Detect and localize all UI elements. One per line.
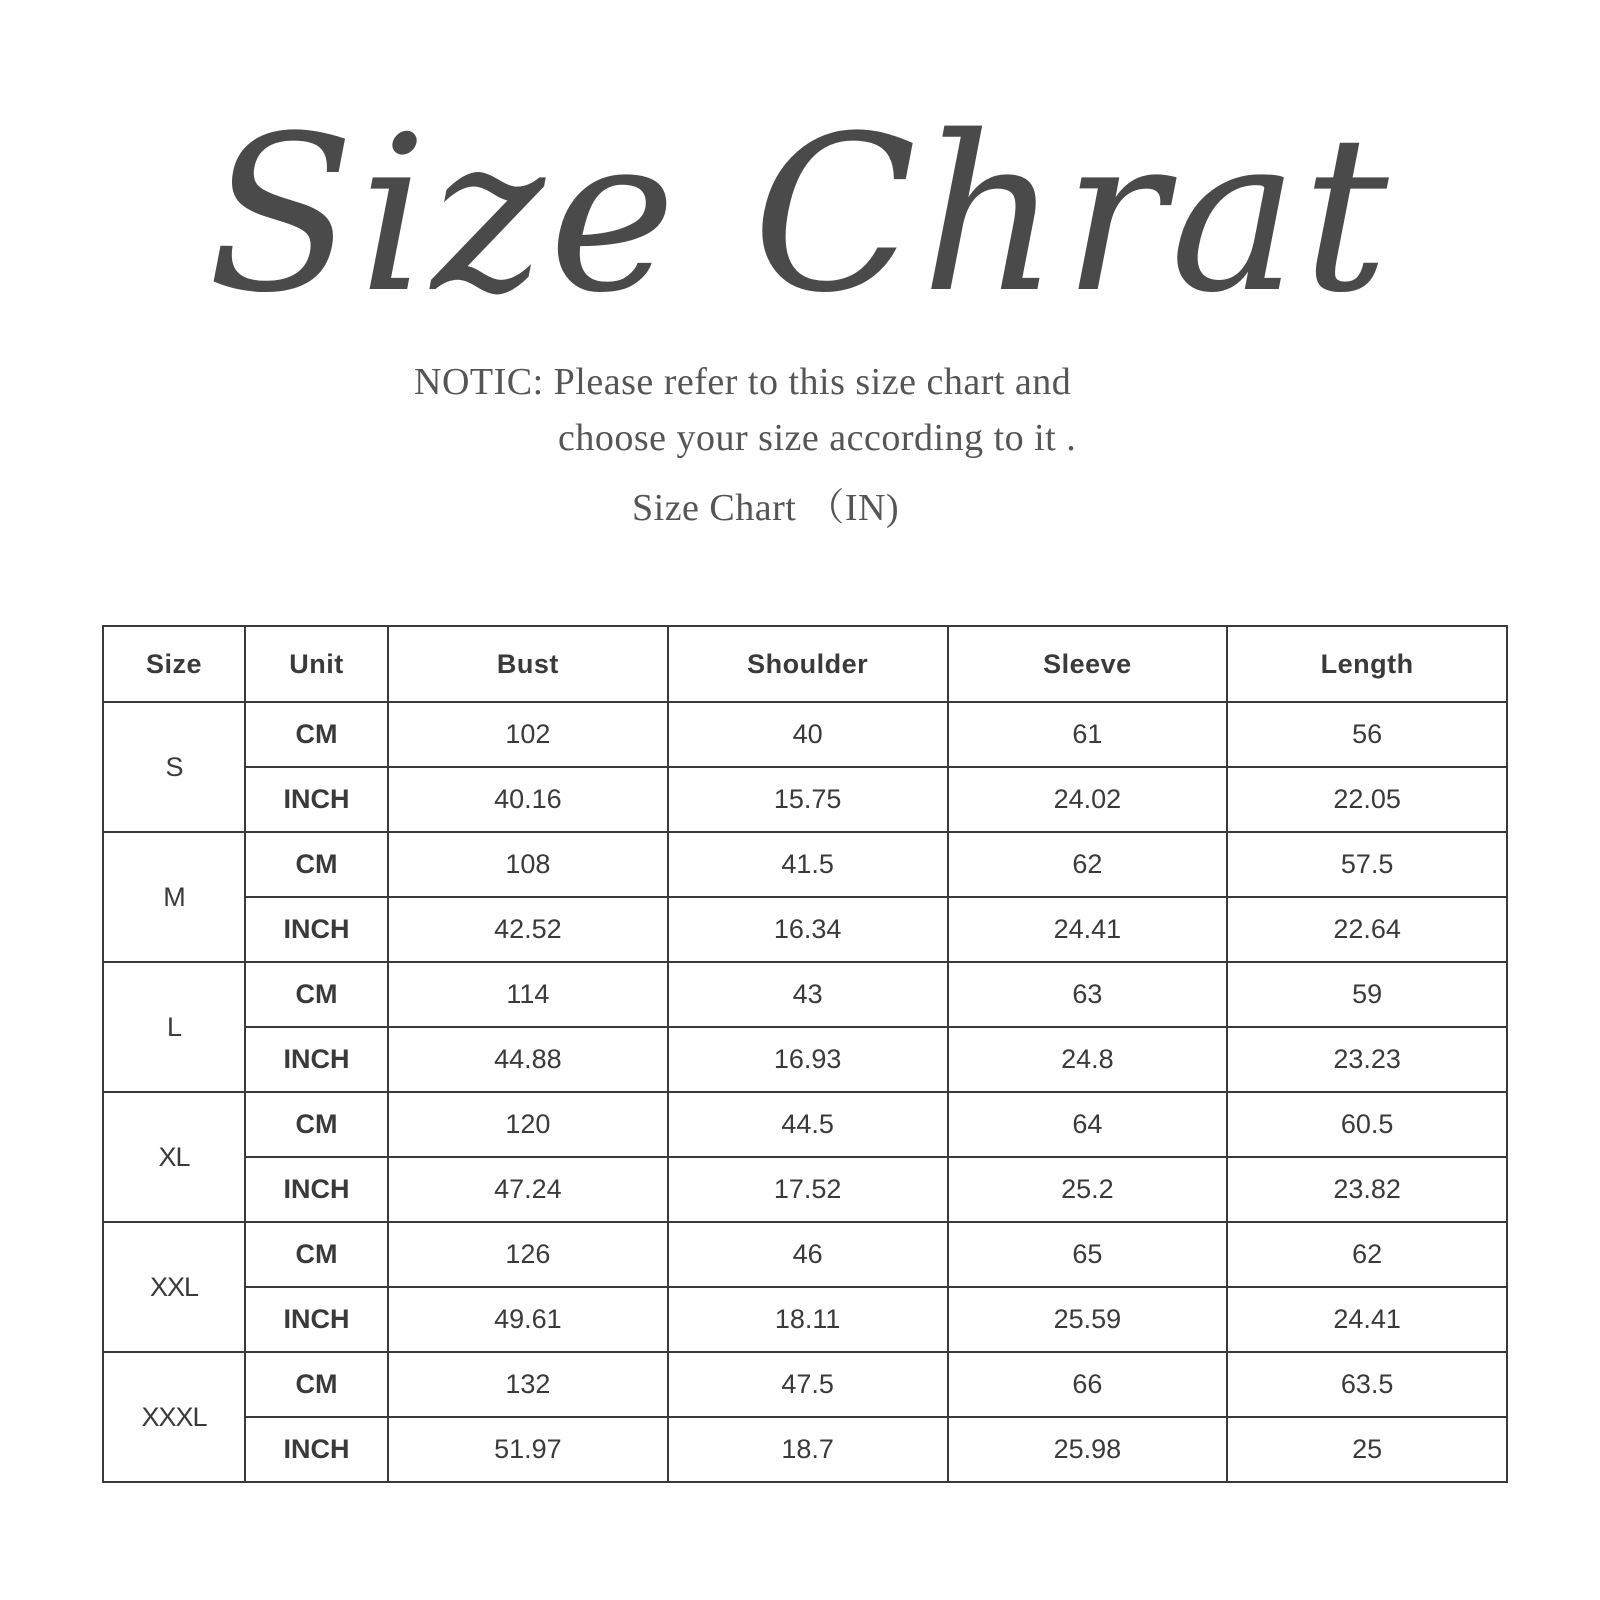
table-row <box>103 1222 1507 1287</box>
table-row <box>103 1092 1507 1157</box>
table-row <box>103 1027 1507 1092</box>
sleeve-cell: 66 <box>948 1352 1228 1417</box>
sleeve-cell: 63 <box>948 962 1228 1027</box>
unit-cell: CM <box>245 1222 388 1287</box>
sleeve-cell: 62 <box>948 832 1228 897</box>
size-label-cell: XXXL <box>103 1352 245 1482</box>
table-row <box>103 832 1507 897</box>
size-label-cell: L <box>103 962 245 1092</box>
size-label-cell: S <box>103 702 245 832</box>
bust-cell: 108 <box>388 832 668 897</box>
sleeve-cell: 24.8 <box>948 1027 1228 1092</box>
length-cell: 59 <box>1227 962 1507 1027</box>
unit-cell: INCH <box>245 897 388 962</box>
bust-cell: 47.24 <box>388 1157 668 1222</box>
sleeve-cell: 61 <box>948 702 1228 767</box>
table-row <box>103 897 1507 962</box>
sleeve-cell: 25.59 <box>948 1287 1228 1352</box>
header-shoulder: Shoulder <box>668 626 948 702</box>
bust-cell: 132 <box>388 1352 668 1417</box>
table-row <box>103 1157 1507 1222</box>
table-row <box>103 1287 1507 1352</box>
shoulder-cell: 15.75 <box>668 767 948 832</box>
unit-cell: CM <box>245 832 388 897</box>
bust-cell: 102 <box>388 702 668 767</box>
unit-cell: CM <box>245 1092 388 1157</box>
shoulder-cell: 47.5 <box>668 1352 948 1417</box>
sleeve-cell: 65 <box>948 1222 1228 1287</box>
sleeve-cell: 24.02 <box>948 767 1228 832</box>
shoulder-cell: 18.11 <box>668 1287 948 1352</box>
bust-cell: 49.61 <box>388 1287 668 1352</box>
bust-cell: 44.88 <box>388 1027 668 1092</box>
table-row <box>103 767 1507 832</box>
length-cell: 23.82 <box>1227 1157 1507 1222</box>
unit-cell: CM <box>245 1352 388 1417</box>
table-row <box>103 702 1507 767</box>
notice-line-3: Size Chart （IN) <box>632 487 900 529</box>
unit-cell: INCH <box>245 1287 388 1352</box>
notice-line-2: choose your size according to it . <box>558 417 1077 459</box>
unit-cell: CM <box>245 962 388 1027</box>
shoulder-cell: 43 <box>668 962 948 1027</box>
bust-cell: 114 <box>388 962 668 1027</box>
bust-cell: 126 <box>388 1222 668 1287</box>
length-cell: 22.64 <box>1227 897 1507 962</box>
page-title: Size Chrat <box>207 89 1393 340</box>
sleeve-cell: 64 <box>948 1092 1228 1157</box>
shoulder-cell: 41.5 <box>668 832 948 897</box>
bust-cell: 51.97 <box>388 1417 668 1482</box>
shoulder-cell: 46 <box>668 1222 948 1287</box>
size-label-cell: M <box>103 832 245 962</box>
size-label-cell: XL <box>103 1092 245 1222</box>
length-cell: 56 <box>1227 702 1507 767</box>
table-row <box>103 962 1507 1027</box>
sleeve-cell: 25.2 <box>948 1157 1228 1222</box>
sleeve-cell: 25.98 <box>948 1417 1228 1482</box>
sleeve-cell: 24.41 <box>948 897 1228 962</box>
header-size: Size <box>103 626 245 702</box>
length-cell: 25 <box>1227 1417 1507 1482</box>
unit-cell: INCH <box>245 767 388 832</box>
table-row <box>103 1417 1507 1482</box>
length-cell: 24.41 <box>1227 1287 1507 1352</box>
table-header-row <box>103 626 1507 702</box>
header-bust: Bust <box>388 626 668 702</box>
header-unit: Unit <box>245 626 388 702</box>
header-sleeve: Sleeve <box>948 626 1228 702</box>
shoulder-cell: 17.52 <box>668 1157 948 1222</box>
length-cell: 57.5 <box>1227 832 1507 897</box>
length-cell: 22.05 <box>1227 767 1507 832</box>
shoulder-cell: 16.34 <box>668 897 948 962</box>
unit-cell: INCH <box>245 1027 388 1092</box>
unit-cell: INCH <box>245 1417 388 1482</box>
length-cell: 63.5 <box>1227 1352 1507 1417</box>
size-label-cell: XXL <box>103 1222 245 1352</box>
bust-cell: 120 <box>388 1092 668 1157</box>
length-cell: 23.23 <box>1227 1027 1507 1092</box>
unit-cell: CM <box>245 702 388 767</box>
length-cell: 60.5 <box>1227 1092 1507 1157</box>
size-table <box>102 625 1508 1483</box>
bust-cell: 42.52 <box>388 897 668 962</box>
bust-cell: 40.16 <box>388 767 668 832</box>
table-row <box>103 1352 1507 1417</box>
shoulder-cell: 44.5 <box>668 1092 948 1157</box>
notice-line-1: NOTIC: Please refer to this size chart and <box>414 361 1072 403</box>
unit-cell: INCH <box>245 1157 388 1222</box>
shoulder-cell: 40 <box>668 702 948 767</box>
shoulder-cell: 18.7 <box>668 1417 948 1482</box>
length-cell: 62 <box>1227 1222 1507 1287</box>
shoulder-cell: 16.93 <box>668 1027 948 1092</box>
header-length: Length <box>1227 626 1507 702</box>
